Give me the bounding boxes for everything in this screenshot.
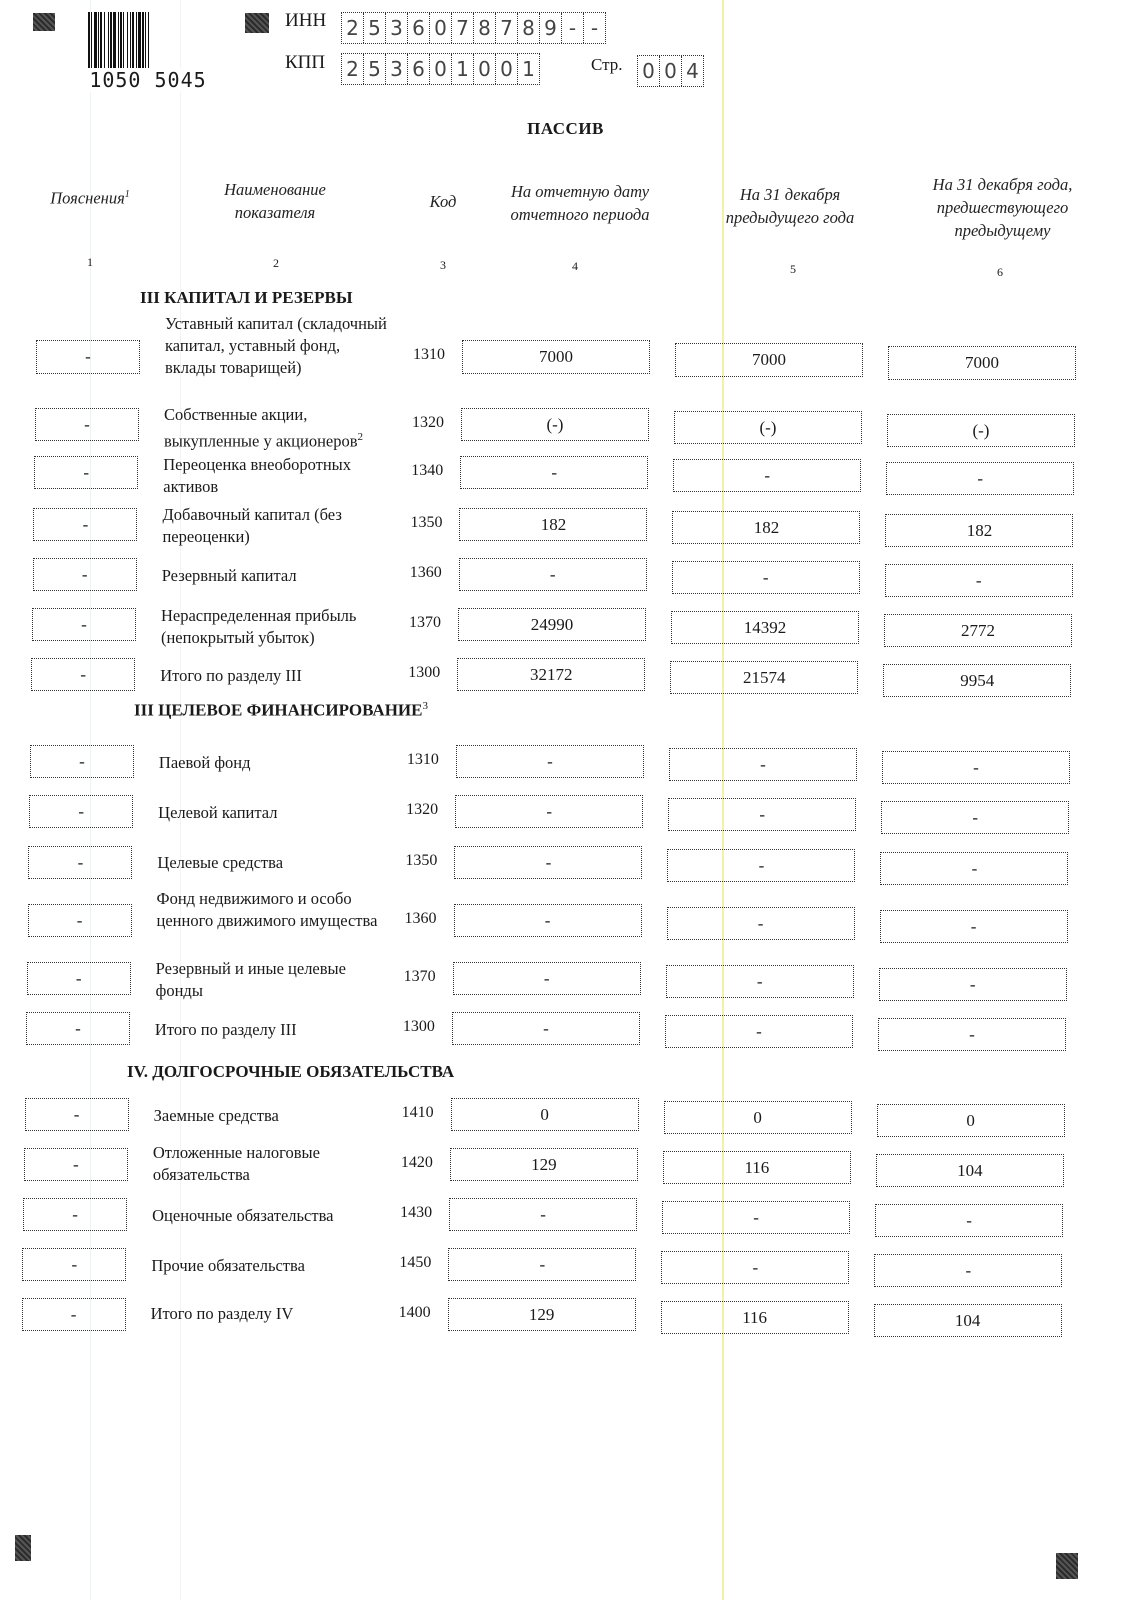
- digit-cell: 7: [496, 13, 518, 43]
- value-prev-year[interactable]: -: [672, 561, 860, 594]
- section-title: [140, 288, 353, 308]
- column-header-prev-prev-year: На 31 декабря года, предшествующего предыдущему: [932, 175, 1073, 240]
- digit-cell: 8: [518, 13, 540, 43]
- digit-cell: -: [590, 16, 599, 40]
- value-prev-prev-year[interactable]: 0: [877, 1104, 1065, 1137]
- row-label: [154, 1105, 384, 1127]
- value-prev-prev-year[interactable]: -: [878, 1018, 1066, 1051]
- value-current-period[interactable]: 7000: [462, 340, 650, 374]
- row-label-text: Резервный и иные целевые фонды: [155, 959, 346, 1000]
- value-current-period[interactable]: -: [460, 456, 648, 489]
- value-prev-year[interactable]: -: [667, 849, 855, 882]
- value-prev-year[interactable]: 21574: [670, 661, 858, 694]
- value-current-period[interactable]: -: [455, 795, 643, 828]
- inn-field: [341, 12, 606, 44]
- kpp-field: [341, 53, 540, 85]
- row-label-text: Собственные акции, выкупленные у акционеров: [163, 405, 358, 451]
- row-label: [156, 958, 386, 1002]
- row-label-text: Итого по разделу III: [160, 666, 302, 685]
- notes-field[interactable]: -: [26, 1012, 130, 1045]
- row-label-text: Паевой фонд: [158, 753, 251, 772]
- digit-cell: -: [562, 13, 584, 43]
- row-code: 1320: [406, 801, 439, 818]
- value-prev-prev-year[interactable]: 2772: [884, 614, 1072, 647]
- row-code: 1350: [410, 514, 443, 531]
- digit-cell: 0: [660, 56, 682, 86]
- registration-marker-icon: [1056, 1553, 1078, 1579]
- row-label: [158, 802, 388, 824]
- digit-cell: 1: [522, 57, 535, 81]
- row-code: 1370: [403, 968, 436, 985]
- value-prev-year[interactable]: 116: [663, 1151, 851, 1184]
- row-code: 1310: [413, 346, 445, 363]
- value-current-period[interactable]: -: [453, 962, 641, 995]
- section-title-text: III ЦЕЛЕВОЕ ФИНАНСИРОВАНИЕ: [134, 700, 423, 720]
- notes-field[interactable]: -: [29, 795, 133, 828]
- notes-field[interactable]: -: [23, 1198, 127, 1231]
- value-prev-year[interactable]: (-): [674, 411, 862, 444]
- section-title: [134, 700, 428, 721]
- row-label-text: Итого по разделу III: [154, 1020, 297, 1039]
- value-prev-year[interactable]: 116: [661, 1301, 849, 1334]
- value-current-period[interactable]: 24990: [458, 608, 646, 641]
- inn-label: ИНН: [285, 10, 327, 31]
- footnote-mark: 1: [124, 189, 130, 200]
- notes-field[interactable]: -: [32, 608, 136, 641]
- section-title: [127, 1062, 454, 1082]
- row-label: [159, 752, 389, 774]
- column-number: 2: [273, 256, 279, 270]
- value-current-period[interactable]: 32172: [457, 658, 645, 691]
- row-label: [152, 1205, 382, 1227]
- value-prev-year[interactable]: -: [661, 1251, 849, 1284]
- section-title-text: IV. ДОЛГОСРОЧНЫЕ ОБЯЗАТЕЛЬСТВА: [127, 1062, 455, 1081]
- value-current-period[interactable]: -: [459, 558, 647, 591]
- footnote-mark: 3: [422, 700, 428, 712]
- notes-field[interactable]: -: [33, 508, 137, 541]
- barcode-bars-icon: [88, 12, 208, 70]
- value-prev-year[interactable]: -: [662, 1201, 850, 1234]
- value-prev-prev-year[interactable]: -: [885, 564, 1073, 597]
- row-code: 1360: [404, 910, 437, 927]
- value-current-period[interactable]: 182: [459, 508, 647, 541]
- row-label: [157, 888, 387, 932]
- notes-field[interactable]: -: [25, 1098, 129, 1131]
- row-label: [165, 313, 395, 379]
- row-code: 1350: [405, 852, 438, 869]
- value-prev-prev-year[interactable]: -: [880, 852, 1068, 885]
- column-number: 1: [87, 255, 93, 269]
- row-label-text: Заемные средства: [153, 1106, 279, 1125]
- row-label-text: Отложенные налоговые обязательства: [152, 1143, 320, 1184]
- row-label: [162, 565, 392, 587]
- value-prev-prev-year[interactable]: 104: [876, 1154, 1064, 1187]
- row-label-text: Уставный капитал (складочный капитал, уставный фонд, вклады товарищей): [165, 314, 387, 377]
- row-code: 1340: [411, 462, 444, 479]
- digit-cell: 6: [408, 13, 430, 43]
- page-number-field: [637, 55, 704, 87]
- row-code: 1320: [411, 414, 444, 431]
- digit-cell: 8: [474, 13, 496, 43]
- value-prev-prev-year[interactable]: -: [879, 968, 1067, 1001]
- column-header-label: Пояснения: [50, 188, 125, 208]
- digit-cell: 2: [342, 54, 364, 84]
- column-number: 4: [572, 259, 578, 273]
- row-code: 1360: [409, 564, 442, 581]
- digit-cell: 4: [686, 59, 699, 83]
- notes-field[interactable]: -: [33, 558, 137, 591]
- value-current-period[interactable]: -: [449, 1198, 637, 1231]
- row-label-text: Итого по разделу IV: [150, 1304, 294, 1323]
- digit-cell: 0: [474, 54, 496, 84]
- row-label-text: Резервный капитал: [161, 566, 297, 585]
- row-label-text: Прочие обязательства: [151, 1256, 305, 1275]
- value-prev-year[interactable]: -: [669, 748, 857, 781]
- value-prev-year[interactable]: 0: [664, 1101, 852, 1134]
- value-prev-year[interactable]: -: [665, 1015, 853, 1048]
- value-prev-prev-year[interactable]: 104: [874, 1304, 1062, 1337]
- column-header-name: Наименование показателя: [224, 180, 326, 222]
- digit-cell: 6: [408, 54, 430, 84]
- row-label: [151, 1303, 381, 1325]
- notes-field[interactable]: -: [22, 1248, 126, 1281]
- row-label: [161, 605, 391, 649]
- row-label: [163, 454, 393, 498]
- value-prev-year[interactable]: 182: [672, 511, 860, 544]
- digit-cell: 9: [540, 13, 562, 43]
- value-current-period[interactable]: -: [454, 904, 642, 937]
- column-header-current: На отчетную дату отчетного периода: [510, 182, 650, 224]
- value-prev-prev-year[interactable]: -: [880, 910, 1068, 943]
- column-header-notes: [30, 183, 150, 210]
- row-label-text: Фонд недвижимого и особо ценного движимого имущества: [156, 889, 378, 930]
- notes-field[interactable]: -: [34, 456, 138, 489]
- kpp-label: КПП: [285, 52, 326, 73]
- row-label-text: Нераспределенная прибыль (непокрытый убыток): [160, 606, 357, 647]
- digit-cell: 1: [452, 54, 474, 84]
- barcode-bar: [149, 12, 151, 70]
- digit-cell: 7: [452, 13, 474, 43]
- row-code: 1300: [402, 1018, 435, 1035]
- column-number: 3: [440, 258, 446, 272]
- page-title: ПАССИВ: [527, 119, 604, 138]
- value-prev-prev-year[interactable]: -: [874, 1254, 1062, 1287]
- column-number: 5: [790, 262, 796, 276]
- footnote-mark: 2: [357, 431, 364, 443]
- digit-cell: 0: [430, 54, 452, 84]
- value-prev-year[interactable]: 14392: [671, 611, 859, 644]
- row-code: 1410: [401, 1104, 434, 1121]
- notes-field[interactable]: -: [36, 340, 140, 374]
- row-label: [157, 852, 387, 874]
- value-prev-year[interactable]: -: [666, 965, 854, 998]
- row-label: [153, 1142, 383, 1186]
- digit-cell: 5: [364, 54, 386, 84]
- notes-field[interactable]: -: [28, 846, 132, 879]
- barcode-number: 1050 5045: [89, 68, 207, 92]
- digit-cell: 5: [364, 13, 386, 43]
- digit-cell: 0: [638, 56, 660, 86]
- value-prev-year[interactable]: -: [667, 907, 855, 940]
- row-label: [151, 1255, 381, 1277]
- registration-marker-icon: [15, 1535, 31, 1561]
- row-label: [164, 404, 394, 453]
- notes-field[interactable]: -: [31, 658, 135, 691]
- row-label: [160, 665, 390, 687]
- row-code: 1450: [399, 1254, 432, 1271]
- notes-field[interactable]: -: [27, 962, 131, 995]
- row-code: 1310: [406, 751, 439, 768]
- digit-cell: 3: [386, 13, 408, 43]
- notes-field[interactable]: -: [30, 745, 134, 778]
- notes-field[interactable]: -: [22, 1298, 126, 1331]
- value-prev-prev-year[interactable]: 9954: [883, 664, 1071, 697]
- registration-marker-icon: [245, 13, 269, 33]
- value-current-period[interactable]: -: [448, 1248, 636, 1281]
- row-label-text: Добавочный капитал (без переоценки): [162, 505, 342, 546]
- value-prev-prev-year[interactable]: (-): [887, 414, 1075, 447]
- section-title-text: III КАПИТАЛ И РЕЗЕРВЫ: [140, 288, 353, 307]
- notes-field[interactable]: -: [24, 1148, 128, 1181]
- value-prev-year[interactable]: -: [668, 798, 856, 831]
- digit-cell: 3: [386, 54, 408, 84]
- digit-cell: 0: [496, 54, 518, 84]
- row-label-text: Целевые средства: [157, 853, 284, 872]
- row-code: 1400: [398, 1304, 431, 1321]
- value-current-period[interactable]: 129: [448, 1298, 636, 1331]
- page-label: Стр.: [591, 55, 623, 74]
- digit-cell: 2: [342, 13, 364, 43]
- scan-guide-line: [180, 0, 181, 1600]
- row-label: [162, 504, 392, 548]
- row-code: 1370: [408, 614, 441, 631]
- row-label-text: Оценочные обязательства: [152, 1206, 334, 1225]
- value-prev-prev-year[interactable]: 7000: [888, 346, 1076, 380]
- column-number: 6: [997, 265, 1003, 279]
- value-current-period[interactable]: (-): [461, 408, 649, 441]
- row-label: [155, 1019, 385, 1041]
- registration-marker-icon: [33, 13, 55, 31]
- row-code: 1300: [408, 664, 441, 681]
- notes-field[interactable]: -: [35, 408, 139, 441]
- row-code: 1430: [400, 1204, 433, 1221]
- row-label-text: Переоценка внеоборотных активов: [163, 455, 352, 496]
- value-current-period[interactable]: 129: [450, 1148, 638, 1181]
- value-current-period[interactable]: -: [454, 846, 642, 879]
- column-header-prev-year: На 31 декабря предыдущего года: [725, 185, 855, 227]
- value-prev-prev-year[interactable]: -: [875, 1204, 1063, 1237]
- value-current-period[interactable]: 0: [451, 1098, 639, 1131]
- value-current-period[interactable]: -: [452, 1012, 640, 1045]
- value-prev-prev-year[interactable]: -: [882, 751, 1070, 784]
- value-current-period[interactable]: -: [456, 745, 644, 778]
- value-prev-year[interactable]: 7000: [675, 343, 863, 377]
- row-code: 1420: [400, 1154, 433, 1171]
- barcode: [88, 12, 208, 92]
- digit-cell: 0: [430, 13, 452, 43]
- value-prev-year[interactable]: -: [673, 459, 861, 492]
- row-label-text: Целевой капитал: [158, 803, 278, 822]
- value-prev-prev-year[interactable]: 182: [885, 514, 1073, 547]
- value-prev-prev-year[interactable]: -: [881, 801, 1069, 834]
- value-prev-prev-year[interactable]: -: [886, 462, 1074, 495]
- column-header-code: Код: [429, 192, 457, 211]
- notes-field[interactable]: -: [28, 904, 132, 937]
